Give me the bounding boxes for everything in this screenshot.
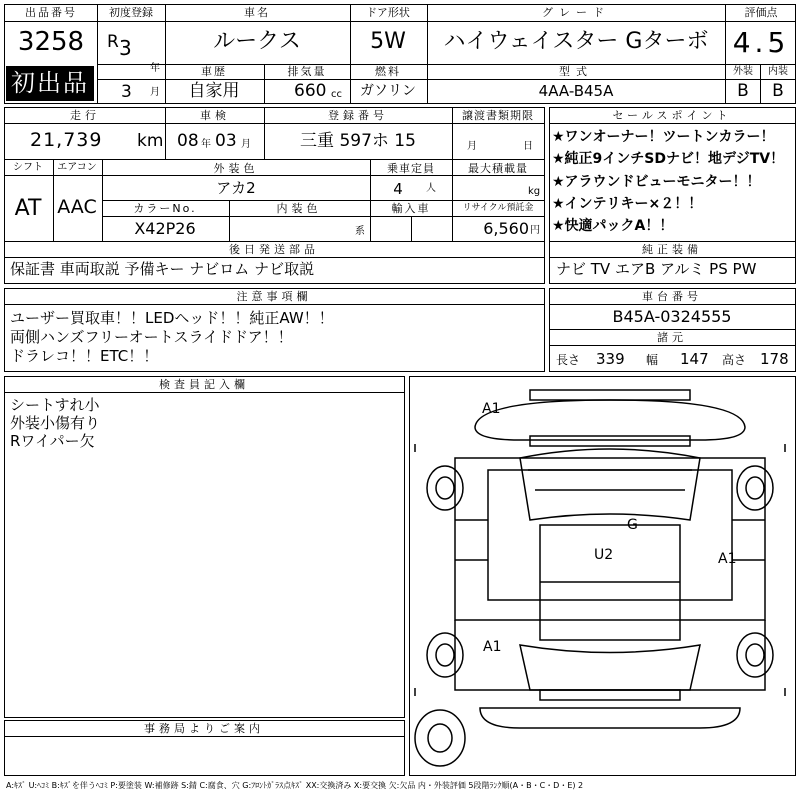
transfer-label: 譲渡書類期限 — [462, 109, 534, 122]
shift-label: シフト — [13, 162, 43, 173]
int-color-label: 内装色 — [276, 202, 322, 215]
inspector-label: 検査員記入欄 — [159, 378, 249, 391]
import-label: 輸入車 — [391, 202, 431, 215]
inspector-line: 外装小傷有り — [10, 414, 101, 432]
spec-label: 諸元 — [657, 331, 687, 344]
mileage-value: 21,739 — [30, 129, 103, 151]
year-unit: 年 — [150, 63, 160, 74]
height-value: 178 — [760, 350, 789, 368]
int-grade-label: 内装 — [768, 66, 788, 77]
sales-label: セールスポイント — [612, 109, 732, 122]
load-label: 最大積載量 — [468, 162, 528, 175]
displacement-unit: cc — [331, 89, 342, 100]
grade-label: グレード — [542, 6, 610, 19]
inspector-line: Rワイパー欠 — [10, 432, 95, 450]
reg-number-value: 三重 597ホ 15 — [300, 131, 416, 151]
ext-grade-value: B — [737, 81, 749, 101]
equip-value: ナビ TV エアB アルミ PS PW — [556, 260, 757, 278]
notes-label: 注意事項欄 — [236, 290, 312, 303]
color-no-value: X42P26 — [134, 219, 196, 238]
capacity-value: 4 — [393, 180, 403, 198]
lot-number: 3258 — [17, 27, 85, 57]
transfer-month-unit: 月 — [467, 141, 477, 152]
transfer-day-unit: 日 — [523, 141, 533, 152]
ext-grade-label: 外装 — [733, 66, 753, 77]
recycle-label: リサイクル預託金 — [462, 203, 534, 213]
center-damage-mark: U2 — [594, 547, 614, 563]
load-unit: kg — [528, 186, 541, 197]
parts-label: 後日発送部品 — [229, 243, 319, 256]
first-reg-label: 初度登録 — [109, 6, 153, 19]
first-listing-badge: 初出品 — [6, 66, 94, 101]
equip-label: 純正装備 — [642, 243, 702, 256]
notes-line: 両側ハンズフリーオートスライドドア！！ — [10, 328, 293, 346]
fuel-value: ガソリン — [360, 83, 416, 99]
width-value: 147 — [680, 350, 709, 368]
damage-legend: A:ｷｽﾞ U:ﾍｺﾐ B:ｷｽﾞを伴うﾍｺﾐ P:要塗装 W:補修跡 S:錆 C:腐食、穴 G:ﾌﾛﾝﾄｶﾞﾗｽ点ｷｽﾞ XX:交換済み X:要交換 欠:欠品 内・外装評価 5段階ﾗﾝｸ順(A・B・C・D・E) 2 — [6, 781, 584, 790]
ext-color-value: アカ2 — [216, 179, 256, 197]
reg-year: 3 — [119, 36, 132, 60]
front-damage-mark: A1 — [482, 401, 501, 417]
length-value: 339 — [596, 350, 625, 368]
displacement-label: 排気量 — [287, 65, 327, 78]
door-label: ドア形状 — [366, 6, 410, 19]
chassis-label: 車台番号 — [642, 290, 702, 303]
sales-point: ★純正9インチSDナビ！地デジTV！ — [552, 151, 785, 167]
int-grade-value: B — [772, 81, 784, 101]
parts-value: 保証書 車両取説 予備キー ナビロム ナビ取説 — [10, 260, 315, 278]
ext-color-label: 外装色 — [213, 162, 259, 175]
history-label: 車歴 — [201, 65, 227, 78]
color-no-label: カラーNo. — [133, 202, 197, 215]
capacity-unit: 人 — [426, 183, 436, 194]
height-label: 高さ — [722, 353, 747, 367]
sales-point: ★アラウンドビューモニター！！ — [552, 174, 761, 190]
sales-point: ★インテリキー×２！！ — [552, 196, 703, 212]
era: R — [107, 32, 119, 52]
fuel-label: 燃料 — [375, 65, 401, 78]
mileage-label: 走行 — [70, 109, 100, 122]
right-damage-mark: A1 — [718, 551, 737, 567]
ac-label: エアコン — [57, 162, 97, 173]
name-label: 車名 — [244, 6, 270, 19]
displacement-value: 660 — [294, 81, 327, 101]
office-label: 事務局よりご案内 — [144, 722, 264, 735]
history-value: 自家用 — [188, 81, 240, 101]
car-name: ルークス — [213, 29, 301, 54]
width-label: 幅 — [646, 353, 659, 367]
notes-line: ユーザー買取車！！LEDヘッド！！純正AW！！ — [10, 309, 334, 327]
mileage-unit: km — [137, 131, 164, 151]
chassis-value: B45A-0324555 — [612, 307, 732, 326]
capacity-label: 乗車定員 — [387, 162, 435, 175]
lot-label: 出品番号 — [25, 6, 77, 19]
inspection-month: 03 — [215, 131, 237, 151]
score-value: 4.5 — [732, 26, 790, 59]
roof-damage-mark: G — [627, 517, 638, 533]
month-unit: 月 — [150, 87, 160, 98]
door-value: 5W — [370, 29, 406, 54]
inspection-year: 08 — [177, 131, 199, 151]
length-label: 長さ — [556, 353, 581, 367]
ac-value: AAC — [57, 196, 97, 218]
shift-value: AT — [14, 196, 42, 221]
left-damage-mark: A1 — [483, 639, 502, 655]
sales-point: ★ワンオーナー！ツートンカラー！ — [552, 129, 775, 145]
sales-point: ★快適パックA！！ — [552, 218, 674, 234]
reg-number-label: 登録番号 — [328, 109, 388, 122]
inspection-year-unit: 年 — [201, 139, 211, 150]
score-label: 評価点 — [744, 6, 778, 19]
model-value: 4AA-B45A — [538, 82, 614, 100]
recycle-unit: 円 — [530, 225, 540, 236]
inspector-line: シートすれ小 — [10, 396, 100, 414]
notes-line: ドラレコ！！ETC！！ — [10, 347, 159, 365]
inspection-label: 車検 — [200, 109, 230, 122]
model-label: 型式 — [559, 65, 593, 78]
recycle-value: 6,560 — [483, 219, 529, 238]
int-color-unit: 系 — [355, 226, 365, 237]
inspection-month-unit: 月 — [241, 139, 251, 150]
reg-month: 3 — [121, 82, 132, 102]
grade-value: ハイウェイスター Gターボ — [443, 29, 709, 54]
